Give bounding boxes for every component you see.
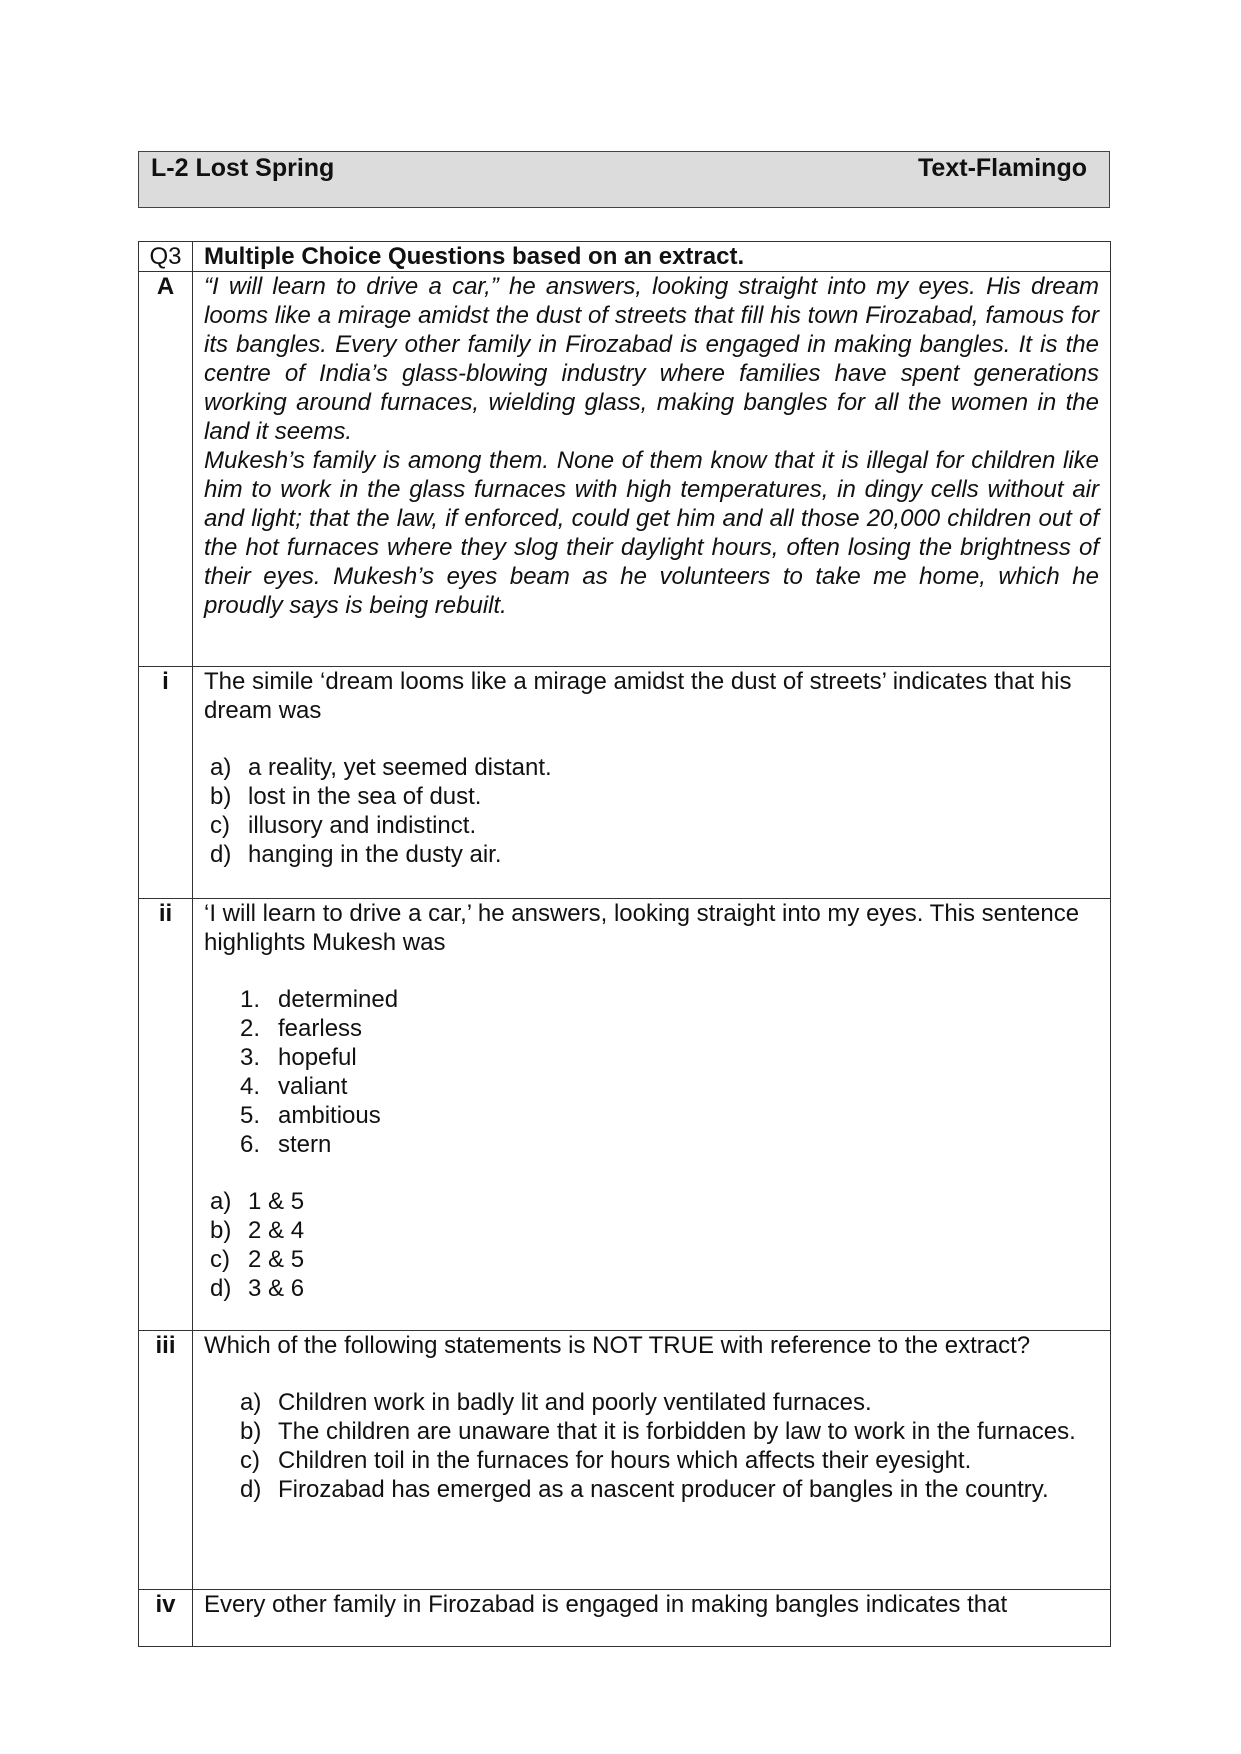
question-stem: Every other family in Firozabad is engaged in making bangles indicates that: [204, 1591, 1008, 1618]
answer-option: c) Children toil in the furnaces for hours which affects their eyesight.: [240, 1447, 972, 1474]
answer-option: d) hanging in the dusty air.: [210, 841, 502, 868]
extract-row: [139, 272, 1111, 667]
answer-option: c) 2 & 5: [210, 1246, 305, 1273]
answer-option: b) 2 & 4: [210, 1217, 305, 1244]
question-row-iv: [139, 1590, 1111, 1647]
answer-option: a) Children work in badly lit and poorly ventilated furnaces.: [240, 1389, 872, 1416]
question-row-iii: [139, 1331, 1111, 1590]
question-label: i: [139, 667, 193, 899]
chapter-title: L-2 Lost Spring: [151, 154, 335, 182]
question-title: Multiple Choice Questions based on an extract.: [193, 242, 1111, 272]
answer-option: d) 3 & 6: [210, 1275, 305, 1302]
chapter-header: [138, 151, 1110, 208]
question-stem: The simile ‘dream looms like a mirage amidst the dust of streets’ indicates that his dream was: [204, 668, 1072, 724]
question-label: ii: [139, 899, 193, 1331]
answer-option: b) The children are unaware that it is forbidden by law to work in the furnaces.: [240, 1418, 1076, 1445]
extract-paragraph-2: Mukesh’s family is among them. None of them know that it is illegal for children like him to work in the glass furnaces with high temperatures, in dingy cells without air and light; that the law, if enforced, could get him and all those 20,000 children out of the hot furnaces where they slog their daylight hours, often losing the brightness of their eyes. Mukesh’s eyes beam as he volunteers to take me home, which he proudly says is being rebuilt.: [204, 447, 1099, 619]
numbered-item: 1. determined: [240, 986, 399, 1013]
numbered-item: 5. ambitious: [240, 1102, 381, 1129]
numbered-list: [204, 985, 1099, 1159]
answer-options: [204, 1187, 1099, 1303]
answer-option: a) a reality, yet seemed distant.: [210, 754, 552, 781]
question-number: Q3: [139, 242, 193, 272]
answer-options: [204, 1388, 1099, 1504]
numbered-item: 4. valiant: [240, 1073, 348, 1100]
question-body: [193, 1331, 1111, 1590]
question-header-row: [139, 242, 1111, 272]
question-body: [193, 667, 1111, 899]
numbered-item: 2. fearless: [240, 1015, 363, 1042]
answer-options: [204, 753, 1099, 869]
numbered-item: 6. stern: [240, 1131, 332, 1158]
answer-option: d) Firozabad has emerged as a nascent producer of bangles in the country.: [240, 1476, 1049, 1503]
question-body: [193, 1590, 1111, 1647]
question-table: [138, 241, 1111, 1647]
question-label: iv: [139, 1590, 193, 1647]
question-label: iii: [139, 1331, 193, 1590]
question-body: [193, 899, 1111, 1331]
question-stem: Which of the following statements is NOT TRUE with reference to the extract?: [204, 1332, 1031, 1359]
textbook-name: Text-Flamingo: [918, 154, 1087, 182]
question-row-ii: [139, 899, 1111, 1331]
answer-option: b) lost in the sea of dust.: [210, 783, 482, 810]
extract-passage: [193, 272, 1111, 667]
extract-paragraph-1: “I will learn to drive a car,” he answers, looking straight into my eyes. His dream looms like a mirage amidst the dust of streets that fill his town Firozabad, famous for its bangles. Every other family in Firozabad is engaged in making bangles. It is the centre of India’s glass-blowing industry where families have spent generations working around furnaces, wielding glass, making bangles for all the women in the land it seems.: [204, 273, 1099, 445]
answer-option: c) illusory and indistinct.: [210, 812, 477, 839]
numbered-item: 3. hopeful: [240, 1044, 357, 1071]
question-row-i: [139, 667, 1111, 899]
extract-label: A: [139, 272, 193, 667]
answer-option: a) 1 & 5: [210, 1188, 305, 1215]
question-stem: ‘I will learn to drive a car,’ he answers, looking straight into my eyes. This sentence highlights Mukesh was: [204, 900, 1080, 956]
